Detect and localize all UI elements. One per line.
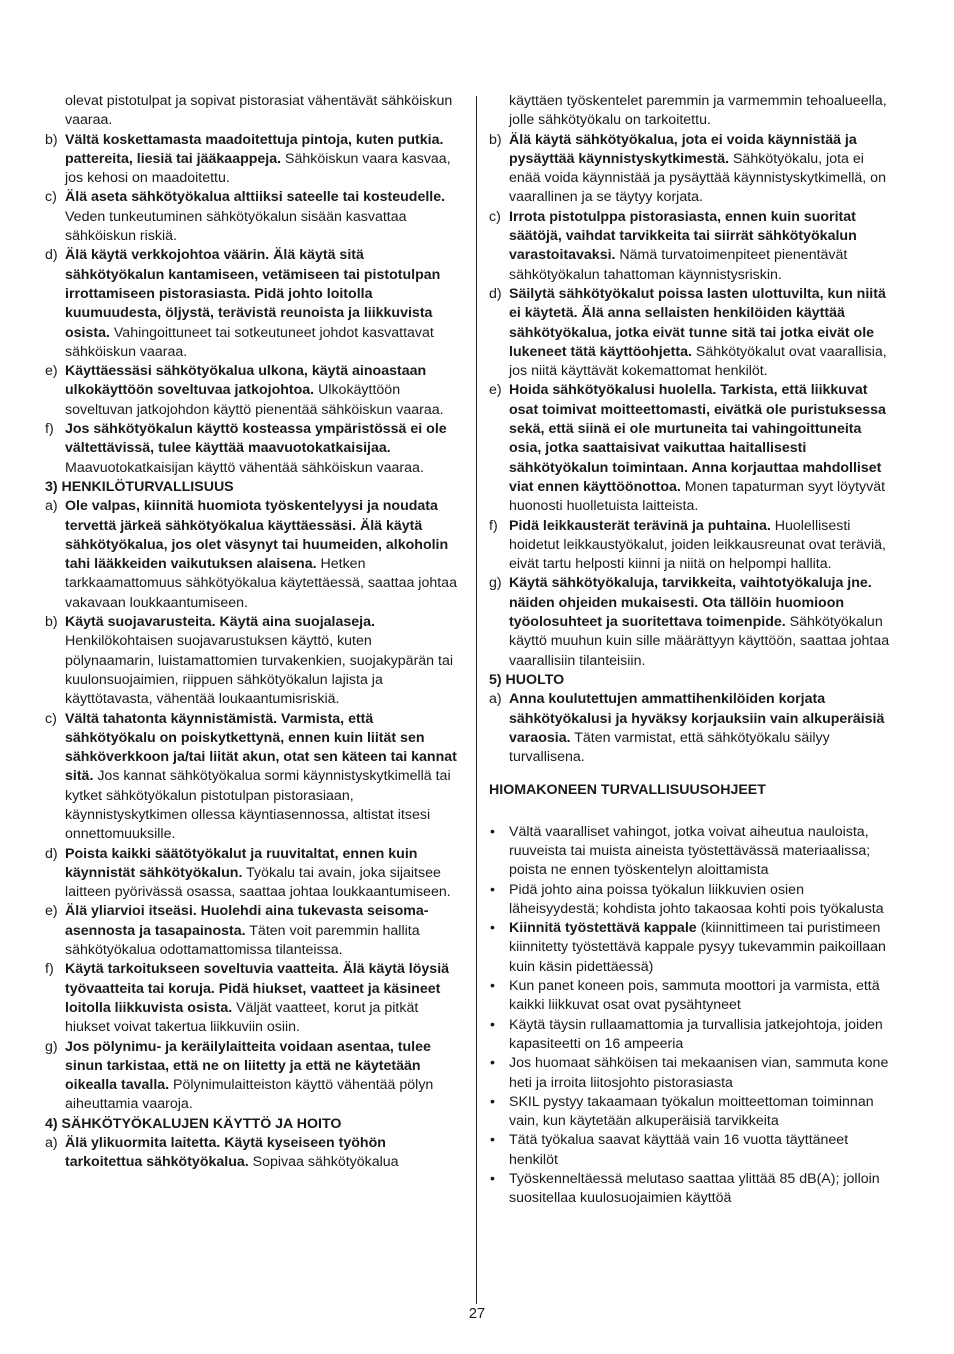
bullet-item (489, 1016, 893, 1055)
item-bold-text: Irrota pistotulppa pistorasiasta, ennen kuin suoritat säätöjä, vaihdat tarvikkeita tai siirrät sähkötyökalun varastoitavaksi. (509, 208, 857, 264)
list-item (489, 381, 893, 516)
bullet-dot: • (490, 920, 495, 937)
item-text: Työkalu tai avain, joka sijaitsee laitteen pyörivässä osassa, saattaa johtaa loukkaantumiseen. (65, 864, 451, 901)
left-column (45, 92, 464, 1173)
item-text: Nämä turvatoimenpiteet pienentävät sähkötyökalun tahattoman käynnistysriskin. (509, 247, 848, 283)
item-text: Sähkötyökalu, jota ei enää voida käynnistää ja pysäyttää käynnistyskytkimellä, on vaarallinen ja se täytyy korjata. (509, 150, 886, 206)
item-label: e) (489, 382, 502, 399)
item-text: Jos kannat sähkötyökalua sormi käynnistyskytkimellä tai kytket sähkötyökalun pistotulpan pistorasiaan, käynnistyskytkimen ollessa käyntiasennossa, altistat itsesi onnettomuuksille. (65, 768, 451, 843)
section-heading: 4) SÄHKÖTYÖKALUJEN KÄYTTÖ JA HOITO (45, 1115, 342, 1132)
list-item (489, 517, 893, 575)
item-text: Vahingoittuneet tai sotkeutuneet johdot kasvattavat sähköiskun vaaraa. (65, 324, 434, 360)
item-label: g) (45, 1038, 58, 1055)
bullet-bold-text: Kiinnitä työstettävä kappale (509, 920, 697, 937)
item-text: Monen tapaturman syyt löytyvät huonosti huolletuista laitteista. (509, 478, 886, 515)
bullet-item (489, 823, 893, 881)
bullet-dot: • (490, 881, 495, 898)
item-label: c) (45, 189, 57, 206)
list-item (45, 188, 464, 246)
list-item (489, 208, 893, 285)
list-item (45, 1134, 464, 1173)
item-label: b) (489, 131, 502, 148)
list-item (489, 574, 893, 670)
item-text: Täten voit paremmin hallita sähkötyökalua odottamattomissa tilanteissa. (65, 922, 420, 959)
item-label: a) (45, 498, 58, 515)
item-text: Ulkokäyttöön soveltuvan jatkojohdon käyttö pienentää sähköiskun vaaraa. (65, 382, 444, 418)
continued-paragraph: olevat pistotulpat ja sopivat pistorasiat vähentävät sähköiskun vaaraa. (65, 93, 453, 129)
section-heading: 5) HUOLTO (489, 671, 565, 688)
item-bold-text: Vältä tahatonta käynnistämistä. Varmista, että sähkötyökalu on poiskytkettynä, ennen kuin liität sen sähköverkkoon ja/tai liität akun, otat sen käteen tai kannat sitä. (65, 710, 457, 785)
bullet-text: SKIL pystyy takaamaan työkalun moitteettoman toiminnan vain, kun käytetään alkuperäisiä tarvikkeita (509, 1093, 874, 1130)
list-item (45, 613, 464, 709)
item-text: Täten varmistat, että sähkötyökalu säilyy turvallisena. (509, 729, 830, 766)
page-number: 27 (468, 1306, 486, 1322)
item-text: Hetken tarkkaamattomuus sähkötyökalua käytettäessä, saattaa johtaa vakavaan loukkaantumiseen. (65, 556, 457, 611)
item-text: Sähkötyökalut ovat vaarallisia, jos niitä käyttävät kokemattomat henkilöt. (509, 343, 887, 380)
item-label: d) (489, 285, 502, 302)
item-bold-text: Älä käytä verkkojohtoa väärin. Älä käytä sitä sähkötyökalun kantamiseen, vetämiseen tai pistotulpan irrottamiseen pistorasiasta. Pidä johto loitolla kuumuudesta, öljystä, terävistä reunoista ja liikkuvista osista. (65, 247, 441, 341)
item-text: Väljät vaatteet, korut ja pitkät hiukset voivat takertua liikkuviin osiin. (65, 999, 419, 1036)
item-bold-text: Ole valpas, kiinnitä huomiota työskentelyysi ja noudata tervettä järkeä sähkötyökalua käyttäessäsi. Älä käytä sähkötyökalua, jos olet väsynyt tai huumeiden, alkoholin tahi lääkkeiden vaikutuksen alaisena. (65, 498, 449, 573)
item-text: Henkilökohtaisen suojavarustuksen käyttö, kuten pölynaamarin, luistamattomien turvakenkien, suojakypärän tai kuulonsuojaimien, riippuen sähkötyökalun lajista ja käyttötavasta, vähentää loukaantumisriskiä. (65, 633, 453, 708)
item-bold-text: Säilytä sähkötyökalut poissa lasten ulottuvilta, kun niitä ei käytetä. Älä anna sellaisten henkilöiden käyttää sähkötyökalua, jotka eivät tunne sitä tai jotka eivät ole lukeneet tätä käyttöohjetta. (509, 285, 886, 360)
list-item (45, 845, 464, 903)
item-bold-text: Käytä sähkötyökaluja, tarvikkeita, vaihtotyökaluja jne. näiden ohjeiden mukaisesti. Ota tällöin huomioon työolosuhteet ja suoritettava toimenpide. (509, 575, 872, 631)
bullet-item (489, 1093, 893, 1132)
bullet-text: Käytä täysin rullaamattomia ja turvallisia jatkejohtoja, joiden kapasiteetti on 16 ampeeria (509, 1016, 883, 1052)
bullet-text: (kiinnittimeen tai puristimeen kiinnitetty työstettävä kappale pysyy tukevammin paikoillaan kuin käsin pidettäessä) (509, 920, 886, 975)
list-item (45, 246, 464, 362)
bullet-text: Työskenneltäessä melutaso saattaa ylittää 85 dB(A); jolloin suositellaa kuulosuojaimien käyttöä (509, 1171, 880, 1207)
bullet-dot: • (490, 1132, 495, 1149)
bullet-item (489, 1054, 893, 1093)
list-item (45, 497, 464, 613)
item-label: f) (45, 421, 54, 438)
bullet-text: Tätä työkalua saavat käyttää vain 16 vuotta täyttäneet henkilöt (509, 1132, 849, 1168)
item-label: d) (45, 247, 58, 264)
list-item (45, 710, 464, 845)
item-bold-text: Älä ylikuormita laitetta. Käytä kyseiseen työhön tarkoitettua sähkötyökalua. (65, 1135, 386, 1171)
item-bold-text: Käyttäessäsi sähkötyökalua ulkona, käytä ainoastaan ulkokäyttöön soveltuvaa jatkojohtoa. (65, 363, 427, 399)
section-title: HIOMAKONEEN TURVALLISUUSOHJEET (489, 782, 766, 799)
item-bold-text: Hoida sähkötyökalusi huolella. Tarkista, että liikkuvat osat toimivat moitteettomasti, eivätkä ole puristuksessa sekä, että siinä ei ole murtuneita tai vahingoittuneita osia, jotka saattaisivat vaikuttaa haitallisesti sähkötyökalun toimintaan. Anna korjauttaa mahdolliset viat ennen käyttöönottoa. (509, 382, 886, 495)
right-column (489, 92, 893, 1209)
list-item (489, 131, 893, 208)
bullet-dot: • (490, 1171, 495, 1188)
item-label: a) (45, 1135, 58, 1152)
item-text: Maavuotokatkaisijan käyttö vähentää sähköiskun vaaraa. (65, 459, 424, 476)
item-label: e) (45, 903, 58, 920)
item-label: b) (45, 614, 58, 631)
continued-paragraph: käyttäen työskentelet paremmin ja varmemmin tehoalueella, jolle sähkötyökalu on tarkoitettu. (509, 93, 887, 129)
section-heading: 3) HENKILÖTURVALLISUUS (45, 478, 234, 495)
item-label: c) (45, 710, 57, 727)
bullet-text: Kun panet koneen pois, sammuta moottori ja varmista, että kaikki liikkuvat osat ovat pysähtyneet (509, 978, 880, 1014)
item-text: Pölynimulaitteiston käyttö vähentää pölyn aiheuttamia vaaroja. (65, 1077, 434, 1113)
item-bold-text: Älä käytä sähkötyökalua, jota ei voida käynnistää ja pysäyttää käynnistyskytkimestä. (509, 131, 857, 167)
list-item (45, 420, 464, 478)
item-text: Sopivaa sähkötyökalua (248, 1154, 399, 1171)
bullet-dot: • (490, 978, 495, 995)
item-label: b) (45, 131, 58, 148)
item-bold-text: Käytä suojavarusteita. Käytä aina suojalaseja. (65, 614, 375, 631)
item-bold-text: Jos pölynimu- ja keräilylaitteita voidaan asentaa, tulee sinun tarkistaa, että ne on liitetty ja että ne käytetään oikealla tavalla. (65, 1038, 431, 1094)
item-text: Sähkötyökalun käyttö muuhun kuin sille määrättyyn käyttöön, saattaa johtaa vaarallisiin tilanteisiin. (509, 614, 890, 669)
item-label: g) (489, 575, 502, 592)
item-label: c) (489, 208, 501, 225)
bullet-item (489, 881, 893, 920)
item-text: Sähköiskun vaara kasvaa, jos kehosi on maadoitettu. (65, 150, 451, 187)
item-bold-text: Pidä leikkausterät terävinä ja puhtaina. (509, 517, 771, 534)
bullet-dot: • (490, 1016, 495, 1033)
list-item (45, 960, 464, 1037)
bullet-item (489, 977, 893, 1016)
item-bold-text: Älä aseta sähkötyökalua alttiiksi sateelle tai kosteudelle. (65, 189, 446, 206)
item-text: Huolellisesti hoidetut leikkaustyökalut, joiden leikkausreunat ovat teräviä, eivät tartu helposti kiinni ja niitä on helpompi hallita. (509, 517, 886, 573)
bullet-text: Vältä vaaralliset vahingot, jotka voivat aiheutua nauloista, ruuveista tai muista aineista työstettävässä materiaalissa; poista ne ennen työskentelyn aloittamista (509, 823, 871, 879)
bullet-text: Jos huomaat sähköisen tai mekaanisen vian, sammuta kone heti ja irroita liitosjohto pistorasiasta (509, 1055, 889, 1091)
item-label: e) (45, 363, 58, 380)
item-bold-text: Älä yliarvioi itseäsi. Huolehdi aina tukevasta seisoma-asennosta ja tasapainosta. (65, 903, 429, 939)
list-item (45, 1038, 464, 1115)
list-item (489, 690, 893, 767)
item-label: f) (45, 961, 54, 978)
item-bold-text: Poista kaikki säätötyökalut ja ruuvitaltat, ennen kuin käynnistät sähkötyökalun. (65, 845, 418, 881)
item-bold-text: Jos sähkötyökalun käyttö kosteassa ympäristössä ei ole vältettävissä, tulee käyttää maavuotokatkaisijaa. (65, 421, 447, 457)
item-label: f) (489, 517, 498, 534)
list-item (45, 131, 464, 189)
item-label: d) (45, 845, 58, 862)
item-bold-text: Käytä tarkoitukseen soveltuvia vaatteita. Älä käytä löysiä työvaatteita tai koruja. Pidä hiukset, vaatteet ja käsineet loitolla liikkuvista osista. (65, 961, 450, 1016)
bullet-item (489, 919, 893, 977)
bullet-text: Pidä johto aina poissa työkalun liikkuvien osien läheisyydestä; kohdista johto takaosaa kohti pois työkalusta (509, 881, 884, 917)
item-text: Veden tunkeutuminen sähkötyökalun sisään kasvattaa sähköiskun riskiä. (65, 208, 407, 245)
item-label: a) (489, 691, 502, 708)
bullet-item (489, 1170, 893, 1209)
bullet-dot: • (490, 1055, 495, 1072)
column-divider (476, 96, 477, 1304)
bullet-item (489, 1131, 893, 1170)
bullet-dot: • (490, 1093, 495, 1110)
list-item (45, 902, 464, 960)
list-item (45, 362, 464, 420)
item-bold-text: Anna koulutettujen ammattihenkilöiden korjata sähkötyökalusi ja hyväksy korjauksiin vain alkuperäisiä varaosia. (509, 691, 885, 746)
bullet-dot: • (490, 823, 495, 840)
item-bold-text: Vältä koskettamasta maadoitettuja pintoja, kuten putkia. pattereita, liesiä tai jääkaappeja. (65, 131, 444, 167)
list-item (489, 285, 893, 381)
